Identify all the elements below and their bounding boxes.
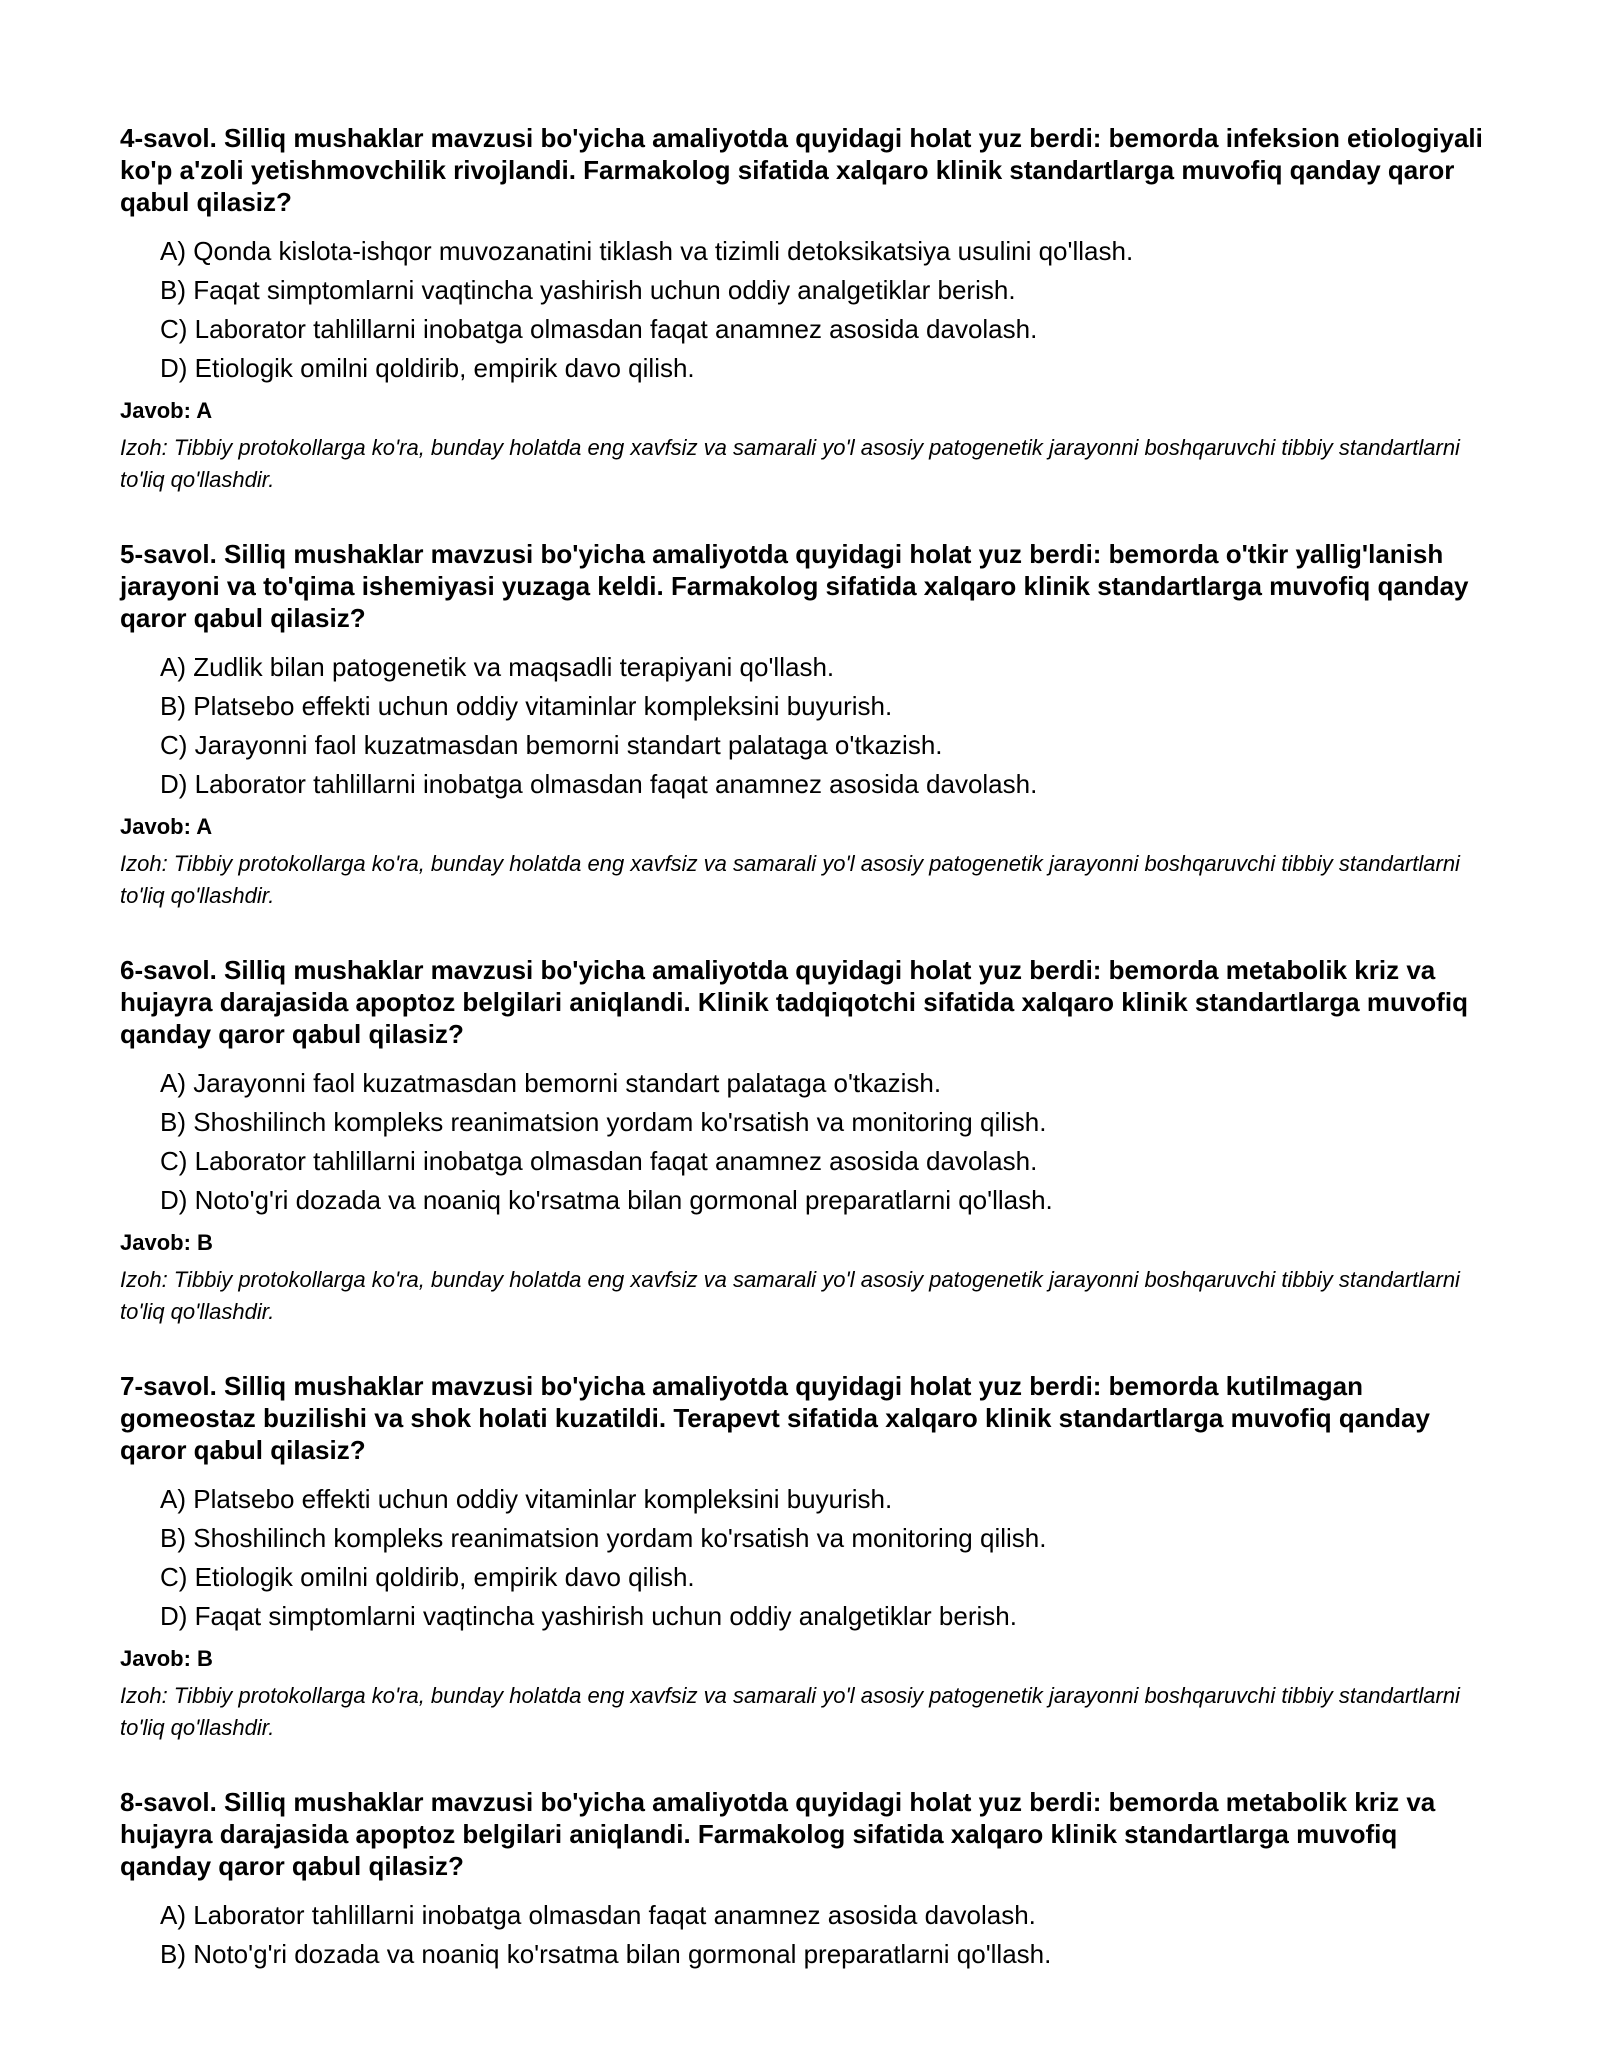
answer-label: Javob: B	[120, 1646, 213, 1671]
question-block	[120, 1370, 1490, 1744]
question-text: 5-savol. Silliq mushaklar mavzusi bo'yicha amaliyotda quyidagi holat yuz berdi: bemorda o'tkir yallig'lanish jarayoni va to'qima ishemiyasi yuzaga keldi. Farmakolog sifatida xalqaro klinik standartlarga muvofiq qanday qaror qabul qilasiz?	[120, 539, 1469, 633]
option-b: B) Faqat simptomlarni vaqtincha yashirish uchun oddiy analgetiklar berish.	[160, 275, 1016, 305]
explanation-text: Izoh: Tibbiy protokollarga ko'ra, bunday holatda eng xavfsiz va samarali yo'l asosiy patogenetik jarayonni boshqaruvchi tibbiy standartlarni to'liq qo'llashdir.	[120, 1267, 1460, 1324]
option-b: B) Shoshilinch kompleks reanimatsion yordam ko'rsatish va monitoring qilish.	[160, 1523, 1047, 1553]
option-a: A) Laborator tahlillarni inobatga olmasdan faqat anamnez asosida davolash.	[160, 1900, 1036, 1930]
option-b: B) Shoshilinch kompleks reanimatsion yordam ko'rsatish va monitoring qilish.	[160, 1107, 1047, 1137]
question-block	[120, 954, 1490, 1328]
option-a: A) Platsebo effekti uchun oddiy vitaminlar kompleksini buyurish.	[160, 1484, 893, 1514]
answer-label: Javob: A	[120, 398, 213, 423]
options-list	[120, 648, 1490, 804]
question-text: 4-savol. Silliq mushaklar mavzusi bo'yicha amaliyotda quyidagi holat yuz berdi: bemorda infeksion etiologiyali ko'p a'zoli yetishmovchilik rivojlandi. Farmakolog sifatida xalqaro klinik standartlarga muvofiq qanday qaror qabul qilasiz?	[120, 123, 1483, 217]
option-a: A) Zudlik bilan patogenetik va maqsadli terapiyani qo'llash.	[160, 652, 835, 682]
question-block	[120, 122, 1490, 496]
option-a: A) Jarayonni faol kuzatmasdan bemorni standart palataga o'tkazish.	[160, 1068, 942, 1098]
options-list	[120, 1064, 1490, 1220]
explanation-text: Izoh: Tibbiy protokollarga ko'ra, bunday holatda eng xavfsiz va samarali yo'l asosiy patogenetik jarayonni boshqaruvchi tibbiy standartlarni to'liq qo'llashdir.	[120, 851, 1460, 908]
option-c: C) Laborator tahlillarni inobatga olmasdan faqat anamnez asosida davolash.	[160, 314, 1038, 344]
option-b: B) Platsebo effekti uchun oddiy vitaminlar kompleksini buyurish.	[160, 691, 893, 721]
explanation-text: Izoh: Tibbiy protokollarga ko'ra, bunday holatda eng xavfsiz va samarali yo'l asosiy patogenetik jarayonni boshqaruvchi tibbiy standartlarni to'liq qo'llashdir.	[120, 435, 1460, 492]
option-a: A) Qonda kislota-ishqor muvozanatini tiklash va tizimli detoksikatsiya usulini qo'llash.	[160, 236, 1134, 266]
answer-label: Javob: B	[120, 1230, 213, 1255]
options-list	[120, 1480, 1490, 1636]
option-d: D) Noto'g'ri dozada va noaniq ko'rsatma bilan gormonal preparatlarni qo'llash.	[160, 1185, 1053, 1215]
option-c: C) Jarayonni faol kuzatmasdan bemorni standart palataga o'tkazish.	[160, 730, 943, 760]
option-d: D) Etiologik omilni qoldirib, empirik davo qilish.	[160, 353, 695, 383]
option-c: C) Laborator tahlillarni inobatga olmasdan faqat anamnez asosida davolash.	[160, 1146, 1038, 1176]
option-b: B) Noto'g'ri dozada va noaniq ko'rsatma bilan gormonal preparatlarni qo'llash.	[160, 1939, 1052, 1969]
question-text: 7-savol. Silliq mushaklar mavzusi bo'yicha amaliyotda quyidagi holat yuz berdi: bemorda kutilmagan gomeostaz buzilishi va shok holati kuzatildi. Terapevt sifatida xalqaro klinik standartlarga muvofiq qanday qaror qabul qilasiz?	[120, 1371, 1430, 1465]
question-block	[120, 538, 1490, 912]
option-d: D) Faqat simptomlarni vaqtincha yashirish uchun oddiy analgetiklar berish.	[160, 1601, 1017, 1631]
options-list	[120, 1896, 1490, 1974]
question-block	[120, 1786, 1490, 1974]
document-page	[120, 122, 1490, 2016]
option-d: D) Laborator tahlillarni inobatga olmasdan faqat anamnez asosida davolash.	[160, 769, 1038, 799]
options-list	[120, 232, 1490, 388]
option-c: C) Etiologik omilni qoldirib, empirik davo qilish.	[160, 1562, 695, 1592]
answer-label: Javob: A	[120, 814, 213, 839]
question-text: 8-savol. Silliq mushaklar mavzusi bo'yicha amaliyotda quyidagi holat yuz berdi: bemorda metabolik kriz va hujayra darajasida apoptoz belgilari aniqlandi. Farmakolog sifatida xalqaro klinik standartlarga muvofiq qanday qaror qabul qilasiz?	[120, 1787, 1436, 1881]
explanation-text: Izoh: Tibbiy protokollarga ko'ra, bunday holatda eng xavfsiz va samarali yo'l asosiy patogenetik jarayonni boshqaruvchi tibbiy standartlarni to'liq qo'llashdir.	[120, 1683, 1460, 1740]
question-text: 6-savol. Silliq mushaklar mavzusi bo'yicha amaliyotda quyidagi holat yuz berdi: bemorda metabolik kriz va hujayra darajasida apoptoz belgilari aniqlandi. Klinik tadqiqotchi sifatida xalqaro klinik standartlarga muvofiq qanday qaror qabul qilasiz?	[120, 955, 1468, 1049]
